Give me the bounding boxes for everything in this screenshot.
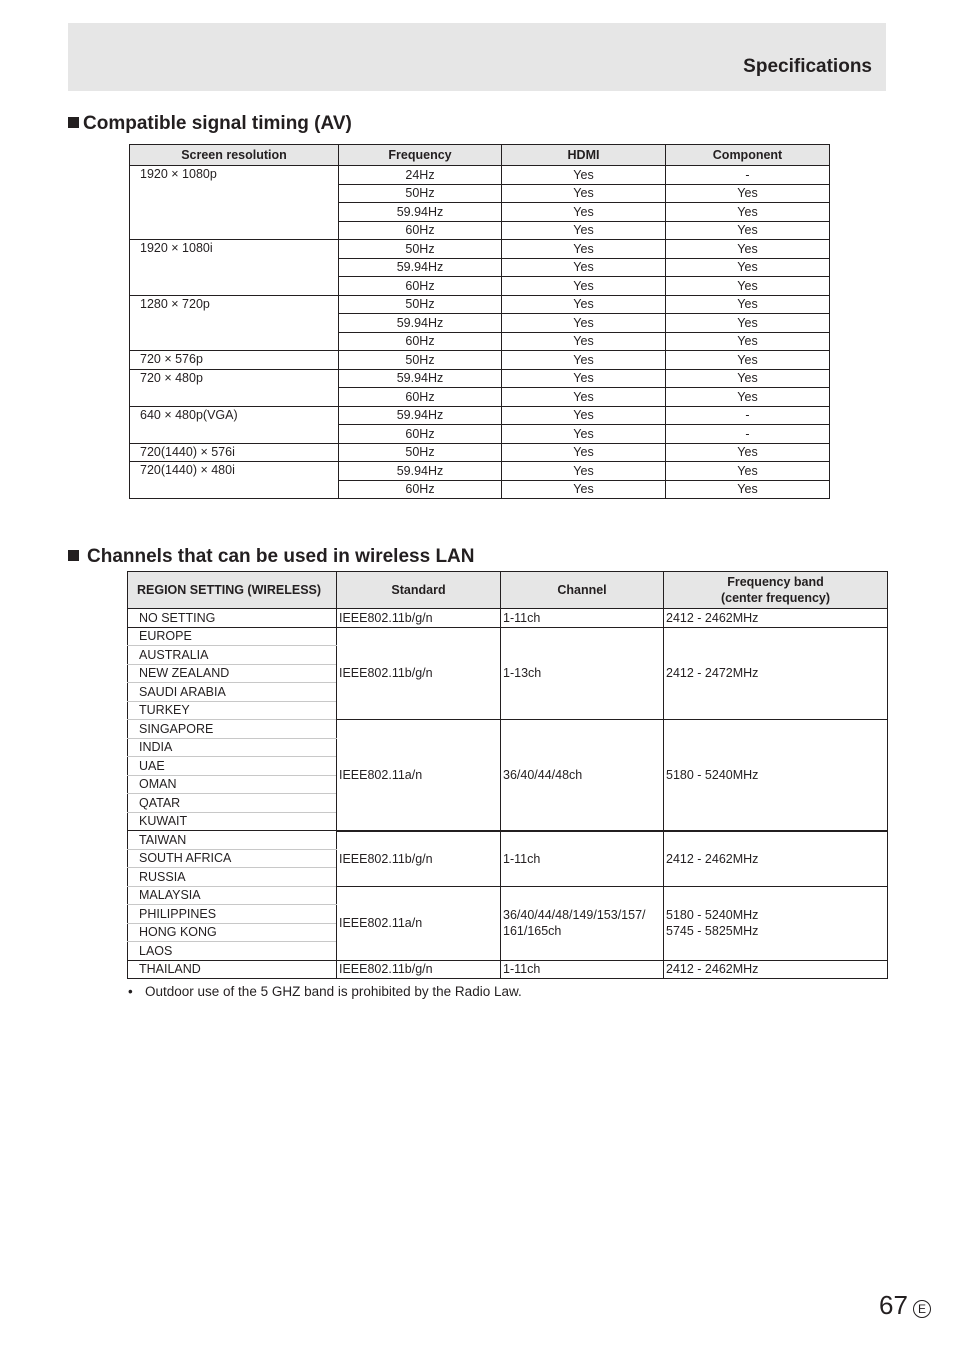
region-cell: UAE: [128, 757, 337, 776]
table-row: [128, 831, 888, 850]
standard-cell: IEEE802.11b/g/n: [337, 960, 501, 979]
standard-cell: IEEE802.11b/g/n: [337, 609, 501, 628]
wlan-channel-table: [127, 571, 888, 979]
col-header-frequency-band: [664, 572, 888, 609]
component-cell: Yes: [666, 295, 830, 314]
footnote-text: Outdoor use of the 5 GHZ band is prohibited by the Radio Law.: [145, 984, 522, 999]
resolution-cell: 720(1440) × 576i: [130, 443, 339, 462]
col-header-standard: Standard: [337, 572, 501, 609]
table-row: [130, 462, 830, 481]
region-cell: LAOS: [128, 942, 337, 961]
hdmi-cell: Yes: [502, 388, 666, 407]
hdmi-cell: Yes: [502, 314, 666, 333]
region-cell: HONG KONG: [128, 923, 337, 942]
table-row: [130, 443, 830, 462]
footnote: [128, 984, 522, 999]
band-cell: 2412 - 2462MHz: [664, 831, 888, 887]
table-row: [128, 609, 888, 628]
table-row: [130, 351, 830, 370]
resolution-cell: 1280 × 720p: [130, 295, 339, 351]
standard-cell: IEEE802.11a/n: [337, 886, 501, 960]
hdmi-cell: Yes: [502, 277, 666, 296]
hdmi-cell: Yes: [502, 295, 666, 314]
channel-cell: 1-11ch: [501, 609, 664, 628]
channel-cell: 1-13ch: [501, 627, 664, 720]
frequency-cell: 50Hz: [339, 351, 502, 370]
channel-line: 161/165ch: [503, 924, 562, 938]
page-language-mark: E: [913, 1300, 931, 1318]
frequency-cell: 60Hz: [339, 332, 502, 351]
region-cell: KUWAIT: [128, 812, 337, 831]
table-row: [130, 369, 830, 388]
frequency-cell: 60Hz: [339, 480, 502, 499]
col-header-resolution: Screen resolution: [130, 145, 339, 166]
component-cell: Yes: [666, 184, 830, 203]
region-cell: SOUTH AFRICA: [128, 849, 337, 868]
page-section-title: Specifications: [743, 56, 872, 77]
hdmi-cell: Yes: [502, 240, 666, 259]
wlan-header-row: [128, 572, 888, 609]
component-cell: Yes: [666, 462, 830, 481]
standard-cell: IEEE802.11b/g/n: [337, 627, 501, 720]
hdmi-cell: Yes: [502, 258, 666, 277]
resolution-cell: 1920 × 1080i: [130, 240, 339, 296]
band-cell: 5180 - 5240MHz: [664, 720, 888, 831]
hdmi-cell: Yes: [502, 166, 666, 185]
av-section-heading: [68, 113, 352, 135]
component-cell: Yes: [666, 203, 830, 222]
region-cell: MALAYSIA: [128, 886, 337, 905]
frequency-cell: 60Hz: [339, 388, 502, 407]
hdmi-cell: Yes: [502, 406, 666, 425]
band-line: 5745 - 5825MHz: [666, 924, 759, 938]
region-cell: AUSTRALIA: [128, 646, 337, 665]
av-heading-text: Compatible signal timing (AV): [83, 113, 352, 134]
channel-cell: [501, 886, 664, 960]
bullet-dot-icon: •: [128, 984, 133, 999]
component-cell: Yes: [666, 351, 830, 370]
region-cell: QATAR: [128, 794, 337, 813]
component-cell: Yes: [666, 221, 830, 240]
table-row: [130, 166, 830, 185]
col-header-frequency: Frequency: [339, 145, 502, 166]
hdmi-cell: Yes: [502, 221, 666, 240]
channel-cell: 36/40/44/48ch: [501, 720, 664, 831]
frequency-cell: 59.94Hz: [339, 203, 502, 222]
component-cell: Yes: [666, 332, 830, 351]
channel-line: 36/40/44/48/149/153/157/: [503, 908, 646, 922]
frequency-cell: 50Hz: [339, 184, 502, 203]
av-header-row: [130, 145, 830, 166]
col-header-hdmi: HDMI: [502, 145, 666, 166]
component-cell: Yes: [666, 443, 830, 462]
square-bullet-icon: [68, 117, 79, 128]
standard-cell: IEEE802.11a/n: [337, 720, 501, 831]
region-cell: INDIA: [128, 738, 337, 757]
center-frequency-label: (center frequency): [720, 591, 831, 605]
hdmi-cell: Yes: [502, 443, 666, 462]
table-row: [128, 886, 888, 905]
channel-cell: 1-11ch: [501, 960, 664, 979]
resolution-cell: 1920 × 1080p: [130, 166, 339, 240]
col-header-component: Component: [666, 145, 830, 166]
col-header-region: REGION SETTING (WIRELESS): [128, 572, 337, 609]
frequency-cell: 59.94Hz: [339, 369, 502, 388]
frequency-cell: 60Hz: [339, 277, 502, 296]
component-cell: -: [666, 425, 830, 444]
region-cell: NO SETTING: [128, 609, 337, 628]
resolution-cell: 720 × 480p: [130, 369, 339, 406]
region-cell: SINGAPORE: [128, 720, 337, 739]
region-cell: TAIWAN: [128, 831, 337, 850]
wlan-section-heading: [68, 546, 475, 568]
table-row: [130, 295, 830, 314]
frequency-cell: 50Hz: [339, 295, 502, 314]
component-cell: -: [666, 406, 830, 425]
frequency-cell: 50Hz: [339, 443, 502, 462]
frequency-cell: 50Hz: [339, 240, 502, 259]
band-cell: 2412 - 2462MHz: [664, 609, 888, 628]
square-bullet-icon: [68, 550, 79, 561]
wlan-table-body: [128, 609, 888, 979]
band-cell: 2412 - 2472MHz: [664, 627, 888, 720]
hdmi-cell: Yes: [502, 462, 666, 481]
band-cell: [664, 886, 888, 960]
hdmi-cell: Yes: [502, 369, 666, 388]
region-cell: PHILIPPINES: [128, 905, 337, 924]
hdmi-cell: Yes: [502, 332, 666, 351]
av-timing-table: [129, 144, 830, 499]
component-cell: Yes: [666, 388, 830, 407]
component-cell: Yes: [666, 277, 830, 296]
component-cell: Yes: [666, 480, 830, 499]
resolution-cell: 720(1440) × 480i: [130, 462, 339, 499]
hdmi-cell: Yes: [502, 425, 666, 444]
band-line: 5180 - 5240MHz: [666, 908, 759, 922]
region-cell: OMAN: [128, 775, 337, 794]
channel-cell: 1-11ch: [501, 831, 664, 887]
page-number: 67: [879, 1290, 908, 1320]
frequency-cell: 59.94Hz: [339, 258, 502, 277]
hdmi-cell: Yes: [502, 184, 666, 203]
frequency-cell: 60Hz: [339, 221, 502, 240]
component-cell: Yes: [666, 369, 830, 388]
header-band: [68, 23, 886, 91]
region-cell: NEW ZEALAND: [128, 664, 337, 683]
component-cell: Yes: [666, 258, 830, 277]
hdmi-cell: Yes: [502, 480, 666, 499]
hdmi-cell: Yes: [502, 203, 666, 222]
region-cell: RUSSIA: [128, 868, 337, 887]
frequency-band-label: Frequency band: [727, 575, 824, 589]
region-cell: THAILAND: [128, 960, 337, 979]
component-cell: Yes: [666, 240, 830, 259]
frequency-cell: 60Hz: [339, 425, 502, 444]
standard-cell: IEEE802.11b/g/n: [337, 831, 501, 887]
resolution-cell: 640 × 480p(VGA): [130, 406, 339, 443]
region-cell: TURKEY: [128, 701, 337, 720]
av-table-body: [130, 166, 830, 499]
region-cell: SAUDI ARABIA: [128, 683, 337, 702]
table-row: [128, 960, 888, 979]
region-cell: EUROPE: [128, 627, 337, 646]
col-header-channel: Channel: [501, 572, 664, 609]
table-row: [128, 720, 888, 739]
frequency-cell: 59.94Hz: [339, 406, 502, 425]
hdmi-cell: Yes: [502, 351, 666, 370]
band-cell: 2412 - 2462MHz: [664, 960, 888, 979]
table-row: [130, 240, 830, 259]
frequency-cell: 59.94Hz: [339, 462, 502, 481]
component-cell: Yes: [666, 314, 830, 333]
wlan-heading-text: Channels that can be used in wireless LAN: [87, 546, 475, 567]
component-cell: -: [666, 166, 830, 185]
resolution-cell: 720 × 576p: [130, 351, 339, 370]
frequency-cell: 24Hz: [339, 166, 502, 185]
frequency-cell: 59.94Hz: [339, 314, 502, 333]
table-row: [130, 406, 830, 425]
table-row: [128, 627, 888, 646]
